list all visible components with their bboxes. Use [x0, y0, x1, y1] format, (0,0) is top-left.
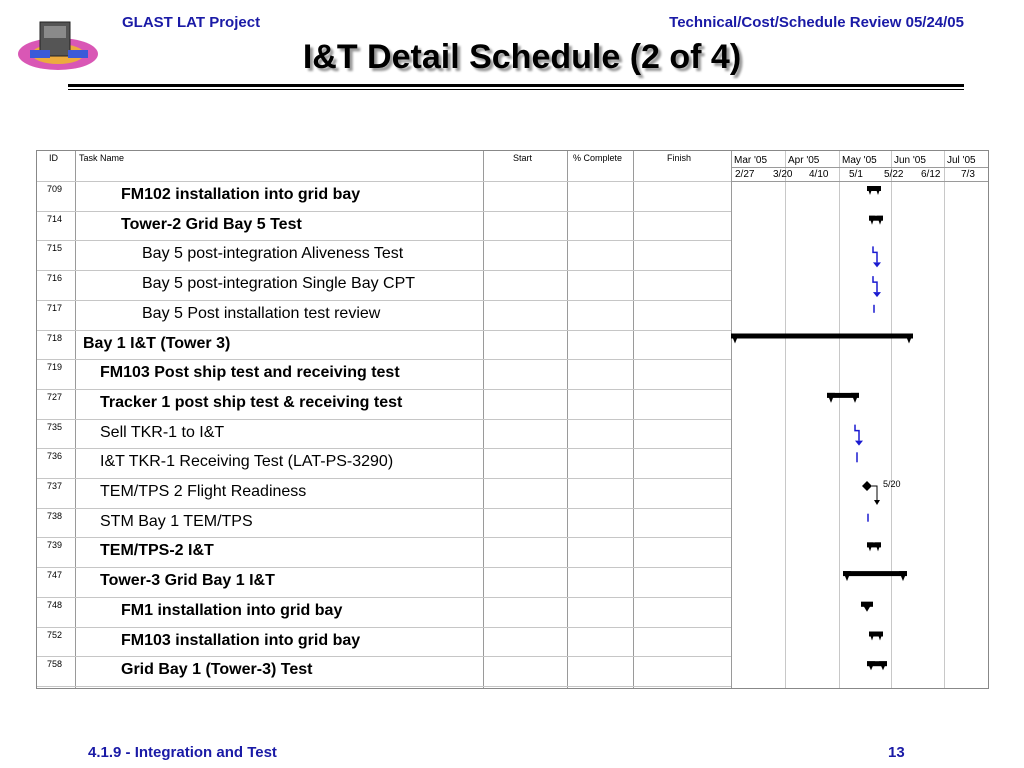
page-number: 13	[888, 744, 905, 761]
row-divider	[37, 686, 731, 687]
task-id: 714	[47, 213, 63, 224]
task-name: Grid Bay 1 (Tower-3) Test	[121, 661, 313, 679]
timeline-week: 6/12	[921, 169, 941, 180]
task-name: FM103 Post ship test and receiving test	[100, 364, 400, 382]
task-name: FM102 installation into grid bay	[121, 186, 361, 203]
task-name: Bay 5 post-integration Single Bay CPT	[142, 275, 416, 293]
row-divider	[37, 240, 731, 241]
timeline-month: May '05	[842, 155, 877, 166]
task-id: 748	[47, 599, 63, 610]
timeline-week: 4/10	[809, 169, 829, 180]
row-divider	[37, 211, 731, 212]
task-id: 752	[47, 629, 63, 640]
row-divider	[37, 567, 731, 568]
gantt-milestone-737	[862, 481, 872, 491]
task-id: 737	[47, 481, 63, 491]
column-header-pct: % Complete	[573, 153, 623, 163]
task-id: 716	[47, 273, 63, 284]
row-divider	[37, 389, 731, 390]
gantt-link-715	[873, 246, 877, 262]
task-id: 717	[47, 302, 63, 313]
column-header-finish: Finish	[667, 153, 692, 163]
task-id: 735	[47, 421, 63, 432]
row-divider	[37, 270, 731, 271]
column-header-id: ID	[49, 153, 58, 163]
task-id: 739	[47, 540, 63, 551]
gantt-chart	[731, 151, 988, 688]
task-name: Tower-3 Grid Bay 1 I&T	[100, 572, 275, 590]
footer-section: 4.1.9 - Integration and Test	[88, 744, 277, 761]
task-name: Tracker 1 post ship test & receiving test	[100, 393, 403, 411]
task-name: TEM/TPS-2 I&T	[100, 542, 214, 560]
row-divider	[37, 656, 731, 657]
task-name: FM103 installation into grid bay	[121, 631, 361, 649]
review-label: Technical/Cost/Schedule Review 05/24/05	[669, 14, 964, 31]
row-divider	[37, 359, 731, 360]
task-id: 758	[47, 659, 63, 670]
title-rule	[68, 84, 964, 87]
timeline-month: Jun '05	[894, 155, 926, 166]
task-id: 747	[47, 570, 63, 581]
task-name: STM Bay 1 TEM/TPS	[100, 512, 253, 530]
page-title: I&T Detail Schedule (2 of 4)	[302, 38, 742, 76]
task-id: 727	[47, 391, 63, 402]
schedule-table	[36, 150, 989, 689]
gantt-milestone-label: 5/20	[883, 479, 901, 489]
row-divider	[37, 537, 731, 538]
task-name: FM1 installation into grid bay	[121, 601, 343, 619]
gantt-link-735-arrow	[855, 441, 863, 446]
task-id: 719	[47, 362, 63, 373]
timeline-week: 5/22	[884, 169, 904, 180]
row-divider	[37, 508, 731, 509]
row-divider	[37, 330, 731, 331]
gantt-link-716-arrow	[873, 292, 881, 297]
row-divider	[37, 597, 731, 598]
row-divider	[37, 300, 731, 301]
row-divider	[37, 181, 731, 182]
project-label: GLAST LAT Project	[122, 14, 261, 31]
title-rule-thin	[68, 89, 964, 90]
gantt-link-735	[855, 425, 859, 441]
timeline-week: 2/27	[735, 169, 755, 180]
task-id: 718	[47, 332, 63, 343]
gantt-arrow-737	[874, 500, 880, 505]
task-name: TEM/TPS 2 Flight Readiness	[100, 483, 307, 500]
task-name: I&T TKR-1 Receiving Test (LAT-PS-3290)	[100, 453, 394, 471]
row-divider	[37, 448, 731, 449]
gantt-link-716	[873, 276, 877, 292]
column-header-start: Start	[513, 153, 533, 163]
task-name: Tower-2 Grid Bay 5 Test	[121, 215, 302, 233]
gantt-bar-747	[843, 571, 907, 576]
task-name: Bay 5 Post installation test review	[142, 304, 381, 322]
gantt-link-715-arrow	[873, 262, 881, 267]
timeline-month: Jul '05	[947, 155, 976, 166]
task-name: Bay 5 post-integration Aliveness Test	[142, 245, 404, 263]
row-divider	[37, 627, 731, 628]
task-name: Sell TKR-1 to I&T	[100, 423, 225, 441]
timeline-week: 3/20	[773, 169, 793, 180]
timeline-week: 5/1	[849, 169, 863, 180]
row-divider	[37, 419, 731, 420]
gantt-link-737	[872, 486, 877, 502]
timeline-month: Apr '05	[788, 155, 820, 166]
task-id: 715	[47, 243, 63, 254]
timeline-week: 7/3	[961, 169, 975, 180]
gantt-bar-718	[731, 334, 913, 339]
timeline-month: Mar '05	[734, 155, 768, 166]
task-id: 736	[47, 451, 63, 462]
task-id: 709	[47, 184, 63, 194]
task-id: 738	[47, 510, 63, 521]
task-name: Bay 1 I&T (Tower 3)	[83, 334, 231, 352]
row-divider	[37, 478, 731, 479]
column-header-task: Task Name	[79, 153, 125, 163]
